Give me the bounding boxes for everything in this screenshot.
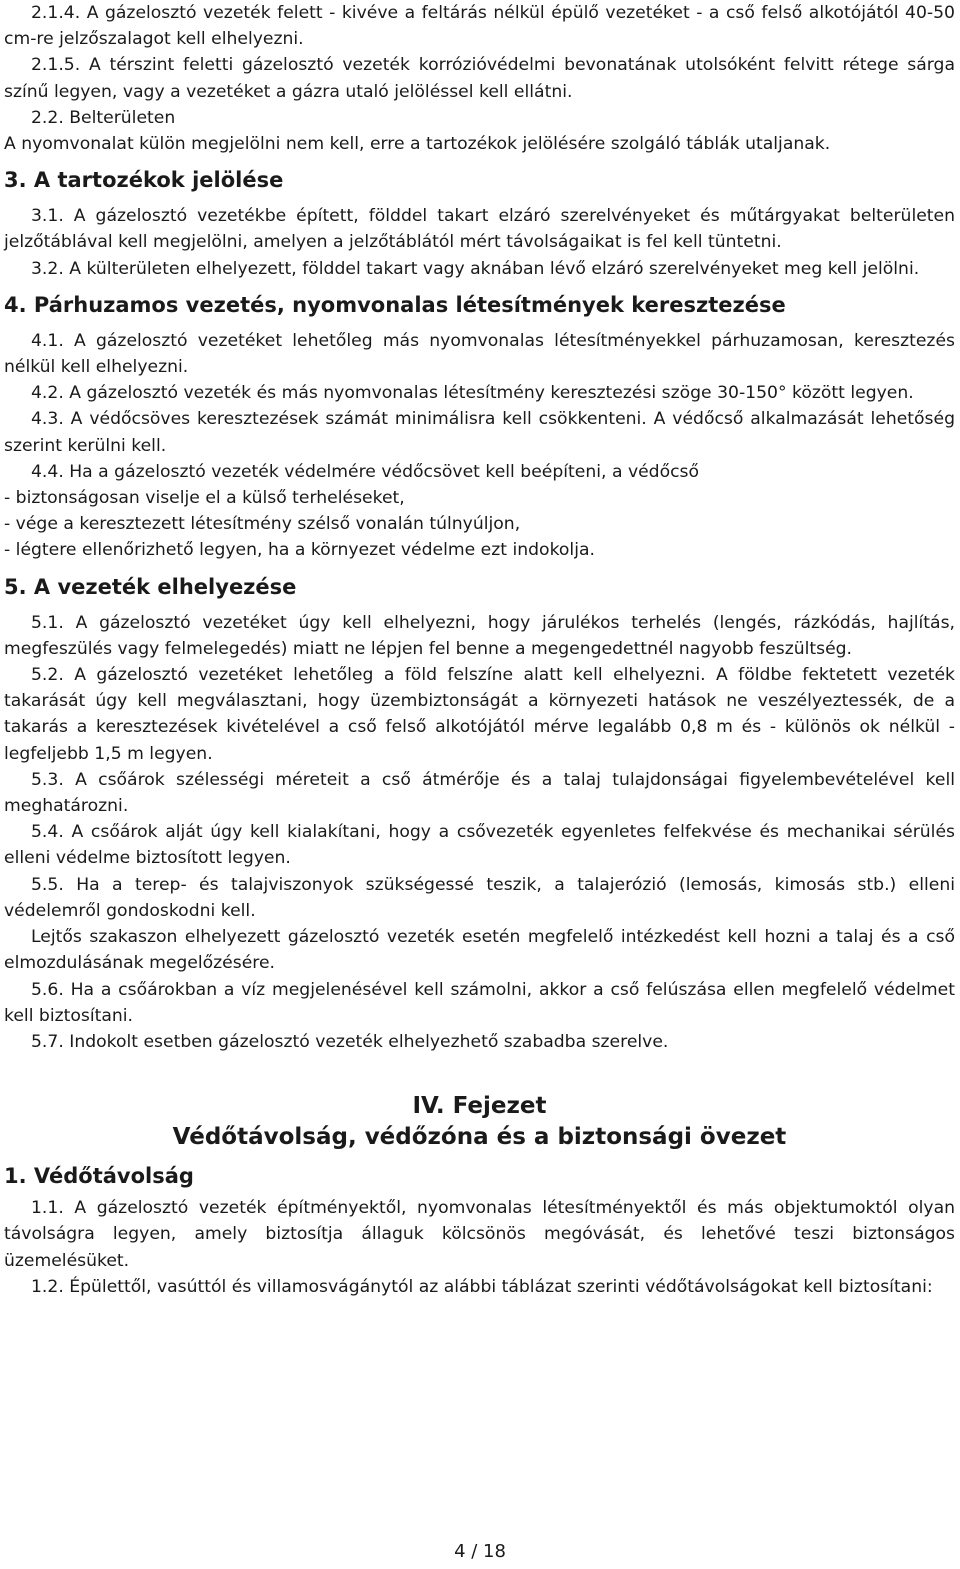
document-page: [4, 0, 955, 1300]
paragraph-3-1: 3.1. A gázelosztó vezetékbe épített, földdel takart elzáró szerelvényeket és műtárgyakat belterületen jelzőtáblával kell megjelölni, amelyen a jelzőtáblától mért távolságaikat is fel kell tüntetni.: [4, 206, 955, 253]
paragraph-5-5-cont: Lejtős szakaszon elhelyezett gázelosztó vezeték esetén megfelelő intézkedést kell hozni a talaj és a cső elmozdulásának megelőzésére.: [4, 927, 955, 974]
paragraph-3-2: 3.2. A külterületen elhelyezett, földdel takart vagy aknában lévő elzáró szerelvényeket meg kell jelölni.: [31, 258, 920, 279]
paragraph-1-2: 1.2. Épülettől, vasúttól és villamosvágánytól az alábbi táblázat szerinti védőtávolságokat kell biztosítani:: [31, 1276, 933, 1297]
paragraph-4-4: 4.4. Ha a gázelosztó vezeték védelmére védőcsövet kell beépíteni, a védőcső: [31, 461, 700, 482]
section-5-heading: 5. A vezeték elhelyezése: [4, 574, 297, 599]
section-4-heading: 4. Párhuzamos vezetés, nyomvonalas létesítmények keresztezése: [4, 292, 786, 317]
paragraph-4-2: 4.2. A gázelosztó vezeték és más nyomvonalas létesítmény keresztezési szöge 30-150° között legyen.: [31, 383, 914, 404]
paragraph-2-2-title: 2.2. Belterületen: [31, 107, 176, 128]
paragraph-5-3: 5.3. A csőárok szélességi méreteit a cső átmérője és a talaj tulajdonságai figyelembevételével kell meghatározni.: [4, 769, 955, 817]
chapter-number: IV. Fejezet: [412, 1093, 547, 1120]
chapter-title: Védőtávolság, védőzóna és a biztonsági övezet: [172, 1124, 787, 1151]
paragraph-2-2-body: A nyomvonalat külön megjelölni nem kell, erre a tartozékok jelölésére szolgáló táblák utaljanak.: [4, 134, 831, 155]
paragraph-5-7: 5.7. Indokolt esetben gázelosztó vezeték elhelyezhető szabadba szerelve.: [31, 1031, 669, 1052]
paragraph-2-1-4: 2.1.4. A gázelosztó vezeték felett - kivéve a feltárás nélkül épülő vezetéket - a cső felső alkotójától 40-50 cm-re jelzőszalagot kell elhelyezni.: [4, 3, 955, 50]
paragraph-2-1-5: 2.1.5. A térszint feletti gázelosztó vezeték korrózióvédelmi bevonatának utolsóként felvitt rétege sárga színű legyen, vagy a vezetéket a gázra utaló jelöléssel kell ellátni.: [4, 55, 955, 102]
paragraph-1-1: 1.1. A gázelosztó vezeték építményektől, nyomvonalas létesítményektől és más objektumoktól olyan távolságra legyen, amely biztosítja állaguk kölcsönös megóvását, és lehetővé teszi biztonságos üzemelésüket.: [4, 1198, 955, 1271]
list-item: - biztonságosan viselje el a külső terheléseket,: [4, 488, 405, 509]
paragraph-4-3: 4.3. A védőcsöves keresztezések számát minimálisra kell csökkenteni. A védőcső alkalmazását lehetőség szerint kerülni kell.: [4, 409, 955, 456]
paragraph-5-4: 5.4. A csőárok alját úgy kell kialakítani, hogy a csővezeték egyenletes felfekvése és mechanikai sérülés elleni védelme biztosított legyen.: [4, 822, 955, 869]
section-1-heading: 1. Védőtávolság: [4, 1164, 194, 1189]
list-item: - vége a keresztezett létesítmény szélső vonalán túlnyúljon,: [4, 514, 521, 535]
page-number: 4 / 18: [454, 1541, 506, 1562]
section-3-heading: 3. A tartozékok jelölése: [4, 168, 284, 193]
paragraph-5-5: 5.5. Ha a terep- és talajviszonyok szükségessé teszik, a talajerózió (lemosás, kimosás stb.) elleni védelemről gondoskodni kell.: [4, 874, 955, 921]
paragraph-5-6: 5.6. Ha a csőárokban a víz megjelenésével kell számolni, akkor a cső felúszása ellen megfelelő védelmet kell biztosítani.: [4, 979, 955, 1026]
list-item: - légtere ellenőrizhető legyen, ha a környezet védelme ezt indokolja.: [4, 540, 595, 561]
paragraph-4-1: 4.1. A gázelosztó vezetéket lehetőleg más nyomvonalas létesítményekkel párhuzamosan, keresztezés nélkül kell elhelyezni.: [4, 330, 955, 378]
paragraph-5-1: 5.1. A gázelosztó vezetéket úgy kell elhelyezni, hogy járulékos terhelés (lengés, rázkódás, hajlítás, megfeszülés vagy felmelegedés) miatt ne lépjen fel benne a megengedettnél nagyobb feszültség.: [4, 612, 955, 659]
chapter-heading: [4, 1091, 955, 1153]
paragraph-5-2: 5.2. A gázelosztó vezetéket lehetőleg a föld felszíne alatt kell elhelyezni. A földbe fektetett vezeték takarását úgy kell megválasztani, hogy üzembiztonságát a környezeti hatások ne veszélyeztessék, de a takarás a keresztezések kivételével a cső felső alkotójától mérve legalább 0,8 m és - különös ok nélkül - legfeljebb 1,5 m legyen.: [4, 665, 955, 764]
